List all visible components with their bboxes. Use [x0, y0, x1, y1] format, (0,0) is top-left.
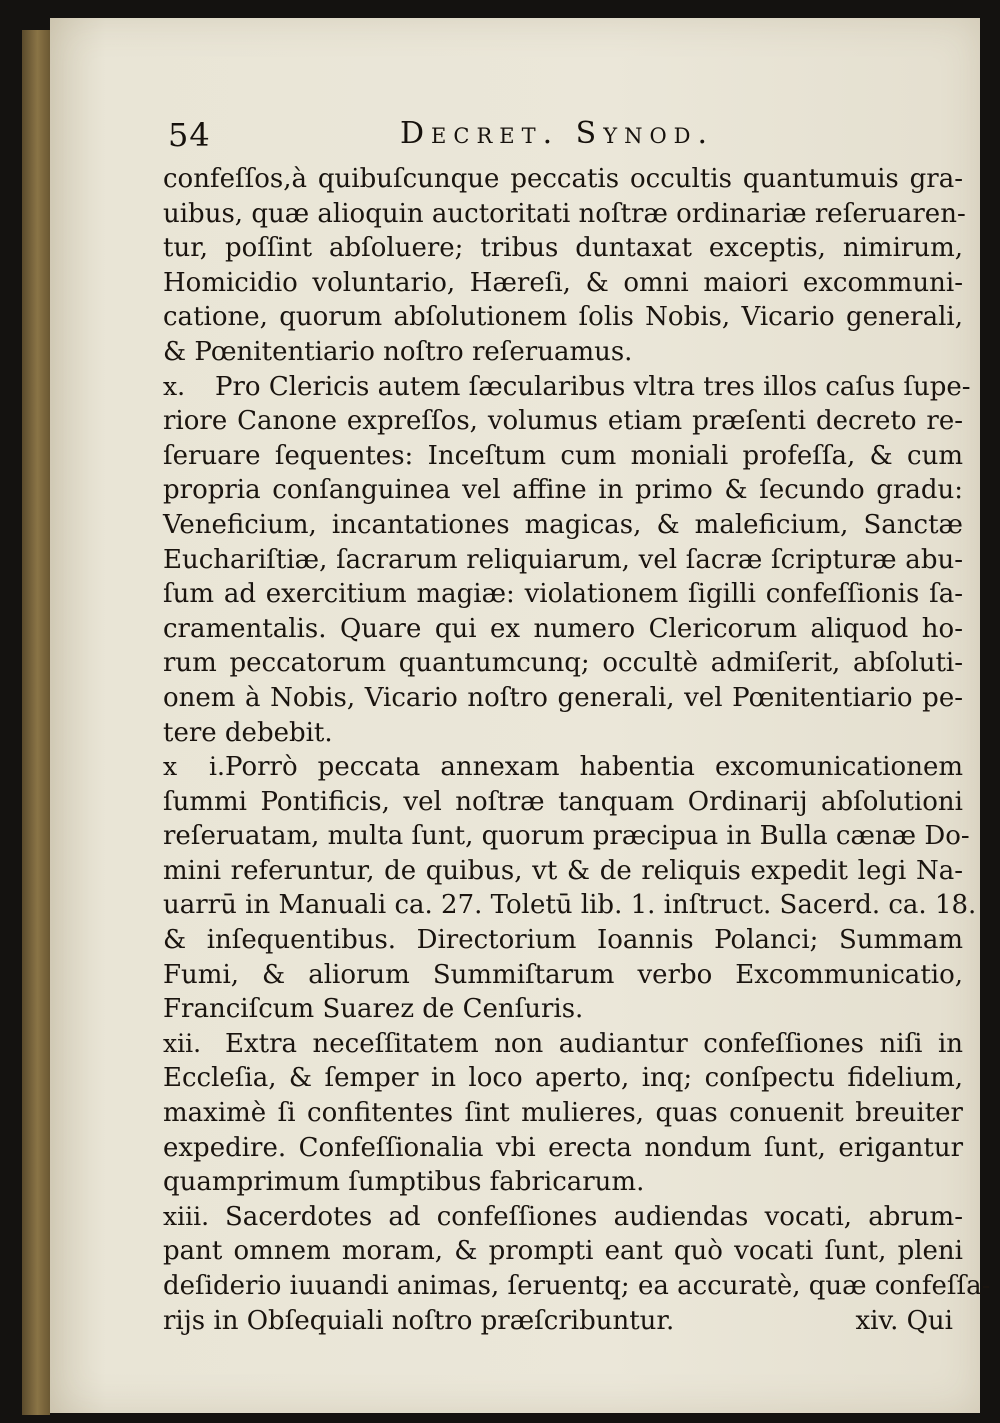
text-line: maximè ſi confitentes ſint mulieres, quas conuenit breuiter [163, 1098, 963, 1129]
text-line: & Pœnitentiario noſtro reſeruamus. [163, 336, 633, 367]
text-line: cramentalis. Quare qui ex numero Clericorum aliquod ho- [163, 613, 963, 644]
text-line: Pro Clericis autem ſæcularibus vltra tres illos caſus ſupe- [215, 371, 971, 402]
text-line: uarrū in Manuali ca. 27. Toletū lib. 1. inſtruct. Sacerd. ca. 18. [163, 890, 977, 921]
page-header [168, 110, 958, 160]
text-line: Fumi, & aliorum Summiſtarum verbo Excommunicatio, [163, 959, 963, 990]
text-line: ſeruare ſequentes: Inceſtum cum moniali profeſſa, & cum [163, 440, 963, 471]
text-line: onem à Nobis, Vicario noſtro generali, vel Pœnitentiario pe- [163, 682, 963, 713]
text-line: quamprimum ſumptibus fabricarum. [163, 1167, 645, 1198]
paragraph-xii-first-line [163, 1027, 963, 1062]
text-line: propria conſanguinea vel affine in primo & ſecundo gradu: [163, 475, 963, 506]
paragraph-xi-first-line [163, 750, 963, 785]
text-line: rum peccatorum quantumcunq; occultè admiſerit, abſoluti- [163, 648, 963, 679]
paragraph-x-first-line [163, 370, 971, 405]
text-line: uibus, quæ alioquin auctoritati noſtræ ordinariæ reſeruaren- [163, 198, 966, 229]
catchword: xiv. Qui [855, 1305, 953, 1336]
text-line: rijs in Obſequiali noſtro præſcribuntur. [163, 1305, 675, 1336]
text-line: Euchariſtiæ, ſacrarum reliquiarum, vel ſacræ ſcripturæ abu- [163, 544, 963, 575]
book-spine-edge [22, 30, 50, 1415]
section-marker-xi: x i. [163, 752, 225, 782]
text-line: catione, quorum abſolutionem ſolis Nobis, Vicario generali, [163, 302, 963, 333]
text-line: expedire. Confeſſionalia vbi erecta nondum ſunt, erigantur [163, 1132, 963, 1163]
running-head: Decret. Synod. [400, 116, 715, 151]
text-line: pant omnem moram, & prompti eant quò vocati ſunt, pleni [163, 1236, 963, 1267]
section-marker-xii: xii. [163, 1028, 202, 1058]
section-marker-x: x. [163, 371, 186, 401]
text-line: Franciſcum Suarez de Cenſuris. [163, 994, 584, 1025]
text-line: Extra neceſſitatem non audiantur confeſſiones niſi in [225, 1028, 963, 1059]
text-block [163, 162, 991, 1338]
text-line: tere debebit. [163, 717, 333, 748]
text-line: mini referuntur, de quibus, vt & de reliquis expedit legi Na- [163, 855, 963, 886]
section-marker-xiii: xiii. [163, 1201, 210, 1231]
page-number: 54 [168, 116, 211, 154]
text-line: reſeruatam, multa ſunt, quorum præcipua in Bulla cænæ Do- [163, 821, 970, 852]
last-line [163, 1304, 963, 1339]
paragraph-xiii-first-line [163, 1200, 963, 1235]
text-line: confeſſos,à quibuſcunque peccatis occultis quantumuis gra- [163, 164, 963, 194]
text-line: Eccleſia, & ſemper in loco aperto, inq; conſpectu fidelium, [163, 1063, 963, 1094]
text-line: deſiderio iuuandi animas, ſeruentq; ea accuratè, quæ confeſſa- [163, 1271, 991, 1301]
text-line: & inſequentibus. Directorium Ioannis Polanci; Summam [163, 925, 963, 956]
text-line: ſummi Pontificis, vel noſtræ tanquam Ordinarij abſolutioni [163, 786, 963, 817]
text-line: riore Canone expreſſos, volumus etiam præſenti decreto re- [163, 406, 963, 437]
text-line: Porrò peccata annexam habentia excomunicationem [225, 752, 963, 783]
text-line: Veneficium, incantationes magicas, & maleficium, Sanctæ [163, 509, 963, 540]
text-line: ſum ad exercitium magiæ: violationem ſigilli confeſſionis ſa- [163, 579, 963, 610]
text-line: tur, poſſint abſoluere; tribus duntaxat exceptis, nimirum, [163, 233, 963, 264]
text-line: Homicidio voluntario, Hæreſi, & omni maiori excommuni- [163, 267, 963, 298]
text-line: Sacerdotes ad confeſſiones audiendas vocati, abrum- [225, 1201, 963, 1232]
